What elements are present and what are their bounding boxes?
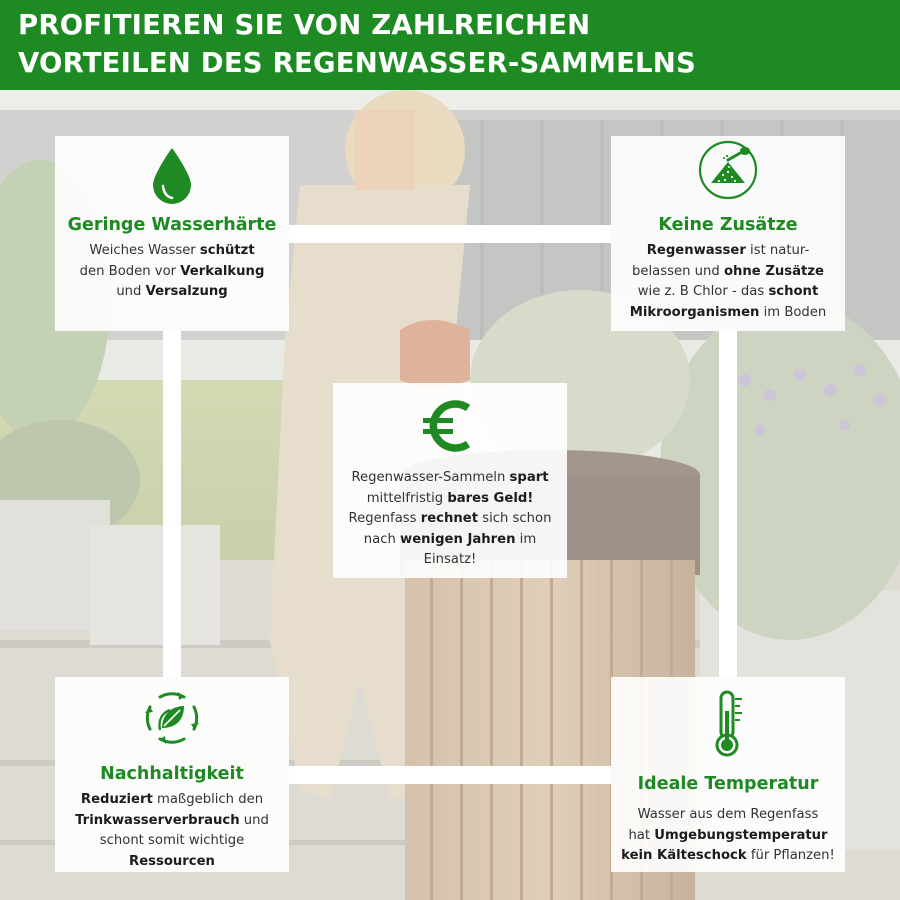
card-body-line [333,489,567,510]
card-body-line [55,262,289,283]
card-body [55,241,289,303]
card-body-line [55,852,289,873]
card-body [611,805,845,867]
card-title: Ideale Temperatur [637,774,819,794]
emphasis-text: Ressourcen [129,853,215,869]
card-body-line [611,805,845,826]
card-body-line [55,790,289,811]
card-title: Geringe Wasserhärte [67,215,277,235]
card-body [55,790,289,872]
body-text: und [239,812,269,828]
emphasis-text: Versalzung [145,284,228,299]
card-title: Nachhaltigkeit [100,764,244,784]
card-body-line [611,303,845,324]
water-drop-icon [150,146,194,206]
body-text: den Boden vor [79,263,181,279]
body-text: im Boden [759,304,827,320]
body-text: und [116,284,146,299]
card-body-line [333,530,567,551]
emphasis-text: schützt [199,243,255,258]
body-text: Weiches Wasser [89,243,200,258]
emphasis-text: Regenwasser [646,243,746,258]
emphasis-text: Reduziert [80,792,153,807]
emphasis-text: spart [509,470,549,485]
body-text: wie z. B Chlor - das [637,284,769,299]
card-body-line [611,282,845,303]
connector-right [719,331,737,677]
header-title-line-1: PROFITIEREN SIE VON ZAHLREICHEN [18,9,591,41]
card-body [611,241,845,323]
thermometer-icon [708,689,748,759]
emphasis-text: Verkalkung [180,263,265,279]
emphasis-text: rechnet [420,511,479,526]
card-temperature [611,677,845,872]
body-text: Regenwasser-Sammeln [351,470,510,485]
card-sustainability [55,677,289,872]
emphasis-text: bares Geld! [447,490,534,506]
header-title-line-2: VORTEILEN DES REGENWASSER-SAMMELNS [18,47,696,79]
body-text: mittelfristig [366,490,448,506]
card-title: Keine Zusätze [658,215,798,235]
body-text: ist natur- [745,243,810,258]
card-body-line [55,282,289,303]
emphasis-text: Mikroorganismen [629,304,760,320]
emphasis-text: Trinkwasserverbrauch [75,812,240,828]
body-text: schont somit wichtige [99,833,245,848]
body-text: belassen und [632,263,724,279]
emphasis-text: ohne Zusätze [723,263,824,279]
body-text: Regenfass [348,511,421,526]
header-banner [0,0,900,90]
card-no-additives [611,136,845,331]
card-body-line [55,811,289,832]
card-body-line [55,831,289,852]
card-water-hardness [55,136,289,331]
card-body-line [611,241,845,262]
card-savings [333,383,567,578]
body-text: Wasser aus dem Regenfass [637,807,819,822]
card-body [333,468,567,571]
card-body-line [333,509,567,530]
emphasis-text: wenigen Jahren [400,531,516,547]
body-text: nach [363,531,401,547]
emphasis-text: schont [768,284,819,299]
connector-left [163,331,181,677]
body-text: sich schon [478,511,552,526]
body-text: maßgeblich den [152,792,264,807]
emphasis-text: kein Kälteschock [621,848,747,863]
card-body-line [611,846,845,867]
body-text: für Pflanzen! [746,848,835,863]
card-body-line [333,468,567,489]
euro-icon [420,396,480,456]
body-text: hat [628,827,655,843]
body-text: Einsatz! [423,552,477,567]
card-body-line [333,550,567,571]
connector-bottom [289,766,611,784]
card-body-line [55,241,289,262]
connector-top [289,225,611,243]
emphasis-text: Umgebungstemperatur [654,827,828,843]
card-body-line [611,826,845,847]
card-body-line [611,262,845,283]
body-text: im [515,531,537,547]
spoon-powder-icon [697,139,759,201]
recycle-leaf-icon [140,686,204,750]
